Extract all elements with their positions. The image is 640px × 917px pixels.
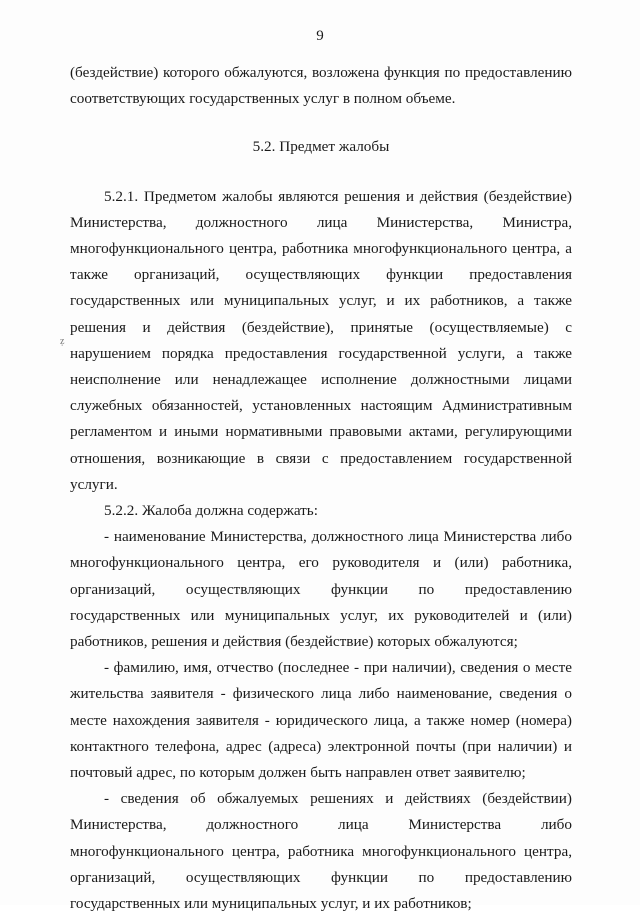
list-item-decisions: - сведения об обжалуемых решениях и действиях (бездействии) Министерства, должностного лица Министерства либо многофункционального центра, работника многофункционального центра, организаций, осуществляющих функции по предоставлению государственных или муниципальных услуг, и их работников; (70, 790, 572, 913)
list-item-name: - наименование Министерства, должностного лица Министерства либо многофункционального центра, его руководителя и (или) работника, организаций, осуществляющих функции по предоставлению государственных или муниципальных услуг, их руководителей и (или) работников, решения и действия (бездействие) которых обжалуются; (70, 528, 572, 651)
list-item-applicant: - фамилию, имя, отчество (последнее - при наличии), сведения о месте жительства заявителя - физического лица либо наименование, сведения о месте нахождения заявителя - юридического лица, а также номер (номера) контактного телефона, адрес (адреса) электронной почты (при наличии) и почтовый адрес, по которым должен быть направлен ответ заявителю; (70, 659, 572, 782)
section-heading: 5.2. Предмет жалобы (252, 138, 390, 156)
intro-paragraph: (бездействие) которого обжалуются, возложена функция по предоставлению соответствующих государственных услуг в полном объеме. (70, 64, 572, 108)
scan-speck: ẓ (60, 336, 65, 347)
paragraph-5-2-1: 5.2.1. Предметом жалобы являются решения и действия (бездействие) Министерства, должностного лица Министерства, Министра, многофункционального центра, работника многофункционального центра, а также организаций, осуществляющих функции предоставления государственных или муниципальных услуг, и их работников, а также решения и действия (бездействие), принятые (осуществляемые) с нарушением порядка предоставления государственной услуги, а также неисполнение или ненадлежащее исполнение должностными лицами служебных обязанностей, установленных настоящим Административным регламентом и иными нормативными правовыми актами, регулирующими отношения, возникающие в связи с предоставлением государственной услуги. (70, 187, 572, 493)
paragraph-5-2-2: 5.2.2. Жалоба должна содержать: (104, 502, 318, 520)
document-body (70, 60, 572, 917)
page-number: 9 (316, 28, 324, 44)
